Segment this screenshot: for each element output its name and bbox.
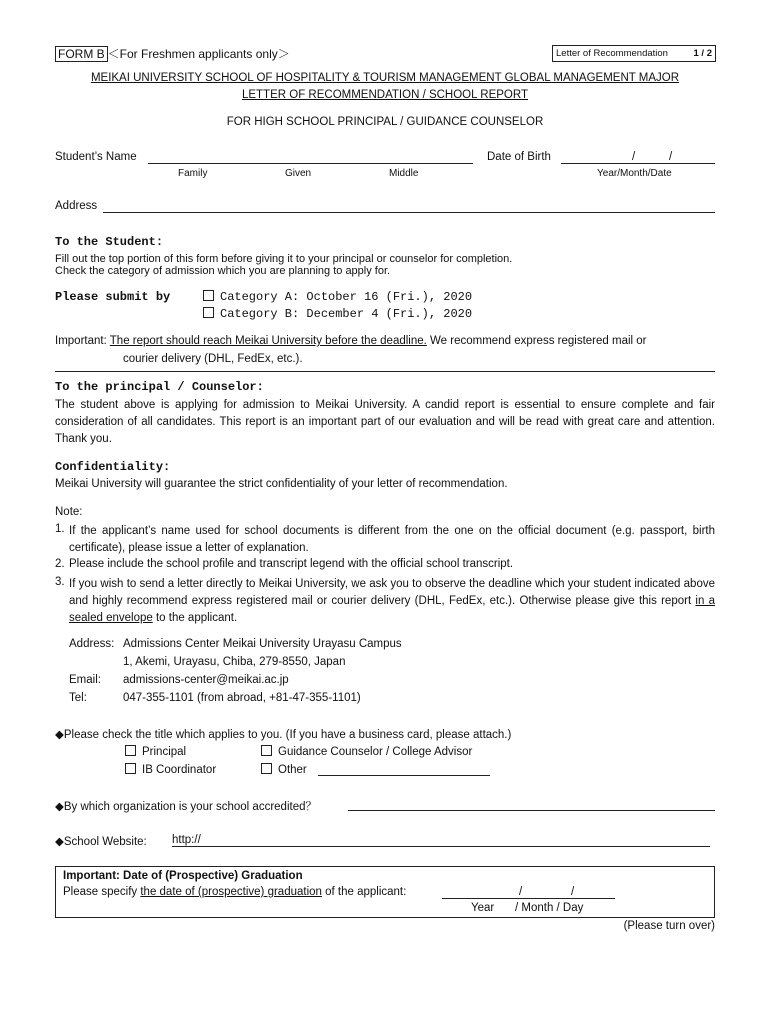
graduation-month-day-caption: / Month / Day [515, 902, 584, 914]
contact-email: admissions-center@meikai.ac.jp [123, 674, 289, 686]
form-header [55, 45, 290, 62]
diamond-bullet-icon: ◆ [55, 801, 64, 813]
page-number: 1 / 2 [693, 48, 712, 59]
letter-label: Letter of Recommendation [556, 48, 668, 59]
confidentiality-heading: Confidentiality: [55, 460, 171, 474]
note-1-num: 1. [55, 523, 65, 535]
middle-caption: Middle [389, 168, 419, 179]
dob-slash-1: / [632, 151, 636, 163]
category-b-label: Category B: December 4 (Fri.), 2020 [220, 307, 473, 321]
accreditation-field[interactable] [348, 810, 715, 811]
note-3-text-a: If you wish to send a letter directly to Meikai University, we ask you to observe the deadline which your student indicated above and highly recommend express registered mail or courier delivery (DHL, FedEx, etc.). Otherwise please give this report [69, 578, 715, 607]
graduation-date-field[interactable] [442, 898, 615, 899]
title-question-text: Please check the title which applies to you. (If you have a business card, please attach.) [63, 729, 512, 741]
accreditation-question [55, 798, 317, 814]
website-question [55, 834, 147, 848]
ib-label: IB Coordinator [142, 764, 217, 776]
family-caption: Family [178, 168, 208, 179]
diamond-bullet-icon: ◆ [55, 836, 64, 848]
category-a-label: Category A: October 16 (Fri.), 2020 [220, 290, 473, 304]
graduation-text [63, 886, 406, 898]
given-caption: Given [285, 168, 312, 179]
important-line-2: courier delivery (DHL, FedEx, etc.). [123, 353, 303, 365]
principal-checkbox[interactable] [125, 745, 136, 756]
graduation-text-b: of the applicant: [321, 886, 407, 898]
contact-tel: 047-355-1101 (from abroad, +81-47-355-1101) [123, 692, 361, 704]
form-tag: FORM B [55, 46, 108, 62]
to-student-heading: To the Student: [55, 235, 164, 249]
note-2: Please include the school profile and transcript legend with the official school transcript. [69, 558, 514, 570]
turn-over-note: (Please turn over) [623, 920, 715, 932]
to-principal-heading: To the principal / Counselor: [55, 380, 264, 394]
contact-address-1: Admissions Center Meikai University Urayasu Campus [123, 638, 402, 650]
dob-slash-2: / [669, 151, 673, 163]
graduation-text-a: Please specify [63, 886, 141, 898]
category-b-checkbox[interactable] [203, 307, 214, 318]
ib-option[interactable] [125, 763, 216, 776]
category-a-checkbox[interactable] [203, 290, 214, 301]
to-student-line-2: Check the category of admission which you are planning to apply for. [55, 265, 391, 277]
address-label: Address [55, 200, 98, 212]
note-3 [69, 576, 715, 627]
important-label: Important [55, 335, 104, 347]
page-indicator-box [552, 45, 716, 62]
website-prefix: http:// [172, 834, 201, 846]
important-rest: We recommend express registered mail or [426, 335, 647, 347]
address-field[interactable] [103, 212, 715, 213]
ymd-caption: Year/Month/Date [597, 168, 672, 179]
title-question [55, 727, 511, 741]
ib-checkbox[interactable] [125, 763, 136, 774]
note-3-num: 3. [55, 576, 65, 588]
website-label: School Website: [63, 836, 147, 848]
website-field[interactable] [172, 846, 710, 847]
principal-label: Principal [142, 746, 187, 758]
guidance-label: Guidance Counselor / College Advisor [278, 746, 473, 758]
graduation-heading: Important: Date of (Prospective) Graduation [63, 870, 303, 882]
guidance-checkbox[interactable] [261, 745, 272, 756]
to-principal-body: The student above is applying for admission to Meikai University. A candid report is essential to ensure complete and fair consideration of all candidates. This report is an important part of our evaluation and will be read with great care and attention. Thank you. [55, 399, 715, 445]
contact-address-label: Address: [69, 638, 115, 650]
graduation-slash-1: / [519, 886, 523, 898]
note-3-text-b: to the applicant. [152, 612, 238, 624]
category-a-option[interactable] [203, 290, 472, 304]
note-2-num: 2. [55, 558, 65, 570]
graduation-year-caption: Year [471, 902, 495, 914]
to-student-line-1: Fill out the top portion of this form before giving it to your principal or counselor for completion. [55, 253, 513, 265]
contact-email-label: Email: [69, 674, 101, 686]
important-underlined: The report should reach Meikai University before the deadline. [109, 335, 427, 347]
other-option[interactable] [261, 763, 307, 776]
note-3-underlined: in a sealed envelope [69, 595, 715, 624]
accreditation-text: By which organization is your school accredited？ [63, 801, 317, 813]
graduation-slash-2: / [571, 886, 575, 898]
important-notice [55, 335, 647, 347]
title-line-1: MEIKAI UNIVERSITY SCHOOL OF HOSPITALITY & TOURISM MANAGEMENT GLOBAL MANAGEMENT MAJOR [90, 72, 680, 84]
contact-tel-label: Tel: [69, 692, 87, 704]
student-name-label: Student’s Name [55, 151, 137, 163]
contact-address-2: 1, Akemi, Urayasu, Chiba, 279-8550, Japan [123, 656, 346, 668]
confidentiality-body: Meikai University will guarantee the strict confidentiality of your letter of recommendation. [55, 478, 508, 490]
principal-option[interactable] [125, 745, 186, 758]
section-divider [55, 371, 715, 372]
diamond-bullet-icon: ◆ [55, 729, 64, 741]
other-field[interactable] [318, 775, 490, 776]
student-name-field[interactable] [148, 163, 473, 164]
dob-label: Date of Birth [487, 151, 551, 163]
category-b-option[interactable] [203, 307, 472, 321]
title-line-2: LETTER OF RECOMMENDATION / SCHOOL REPORT [241, 89, 529, 101]
other-label: Other [278, 764, 307, 776]
form-note: ＜For Freshmen applicants only＞ [107, 47, 290, 61]
submit-label: Please submit by [55, 290, 171, 304]
guidance-option[interactable] [261, 745, 472, 758]
dob-field[interactable] [561, 163, 715, 164]
important-colon: : [103, 335, 107, 347]
note-label: Note: [55, 506, 83, 518]
other-checkbox[interactable] [261, 763, 272, 774]
subtitle: FOR HIGH SCHOOL PRINCIPAL / GUIDANCE COUNSELOR [226, 116, 544, 128]
graduation-underlined: the date of (prospective) graduation [140, 886, 322, 898]
note-1: If the applicant’s name used for school documents is different from the one on the official document (e.g. passport, birth certificate), please issue a letter of explanation. [69, 525, 715, 554]
